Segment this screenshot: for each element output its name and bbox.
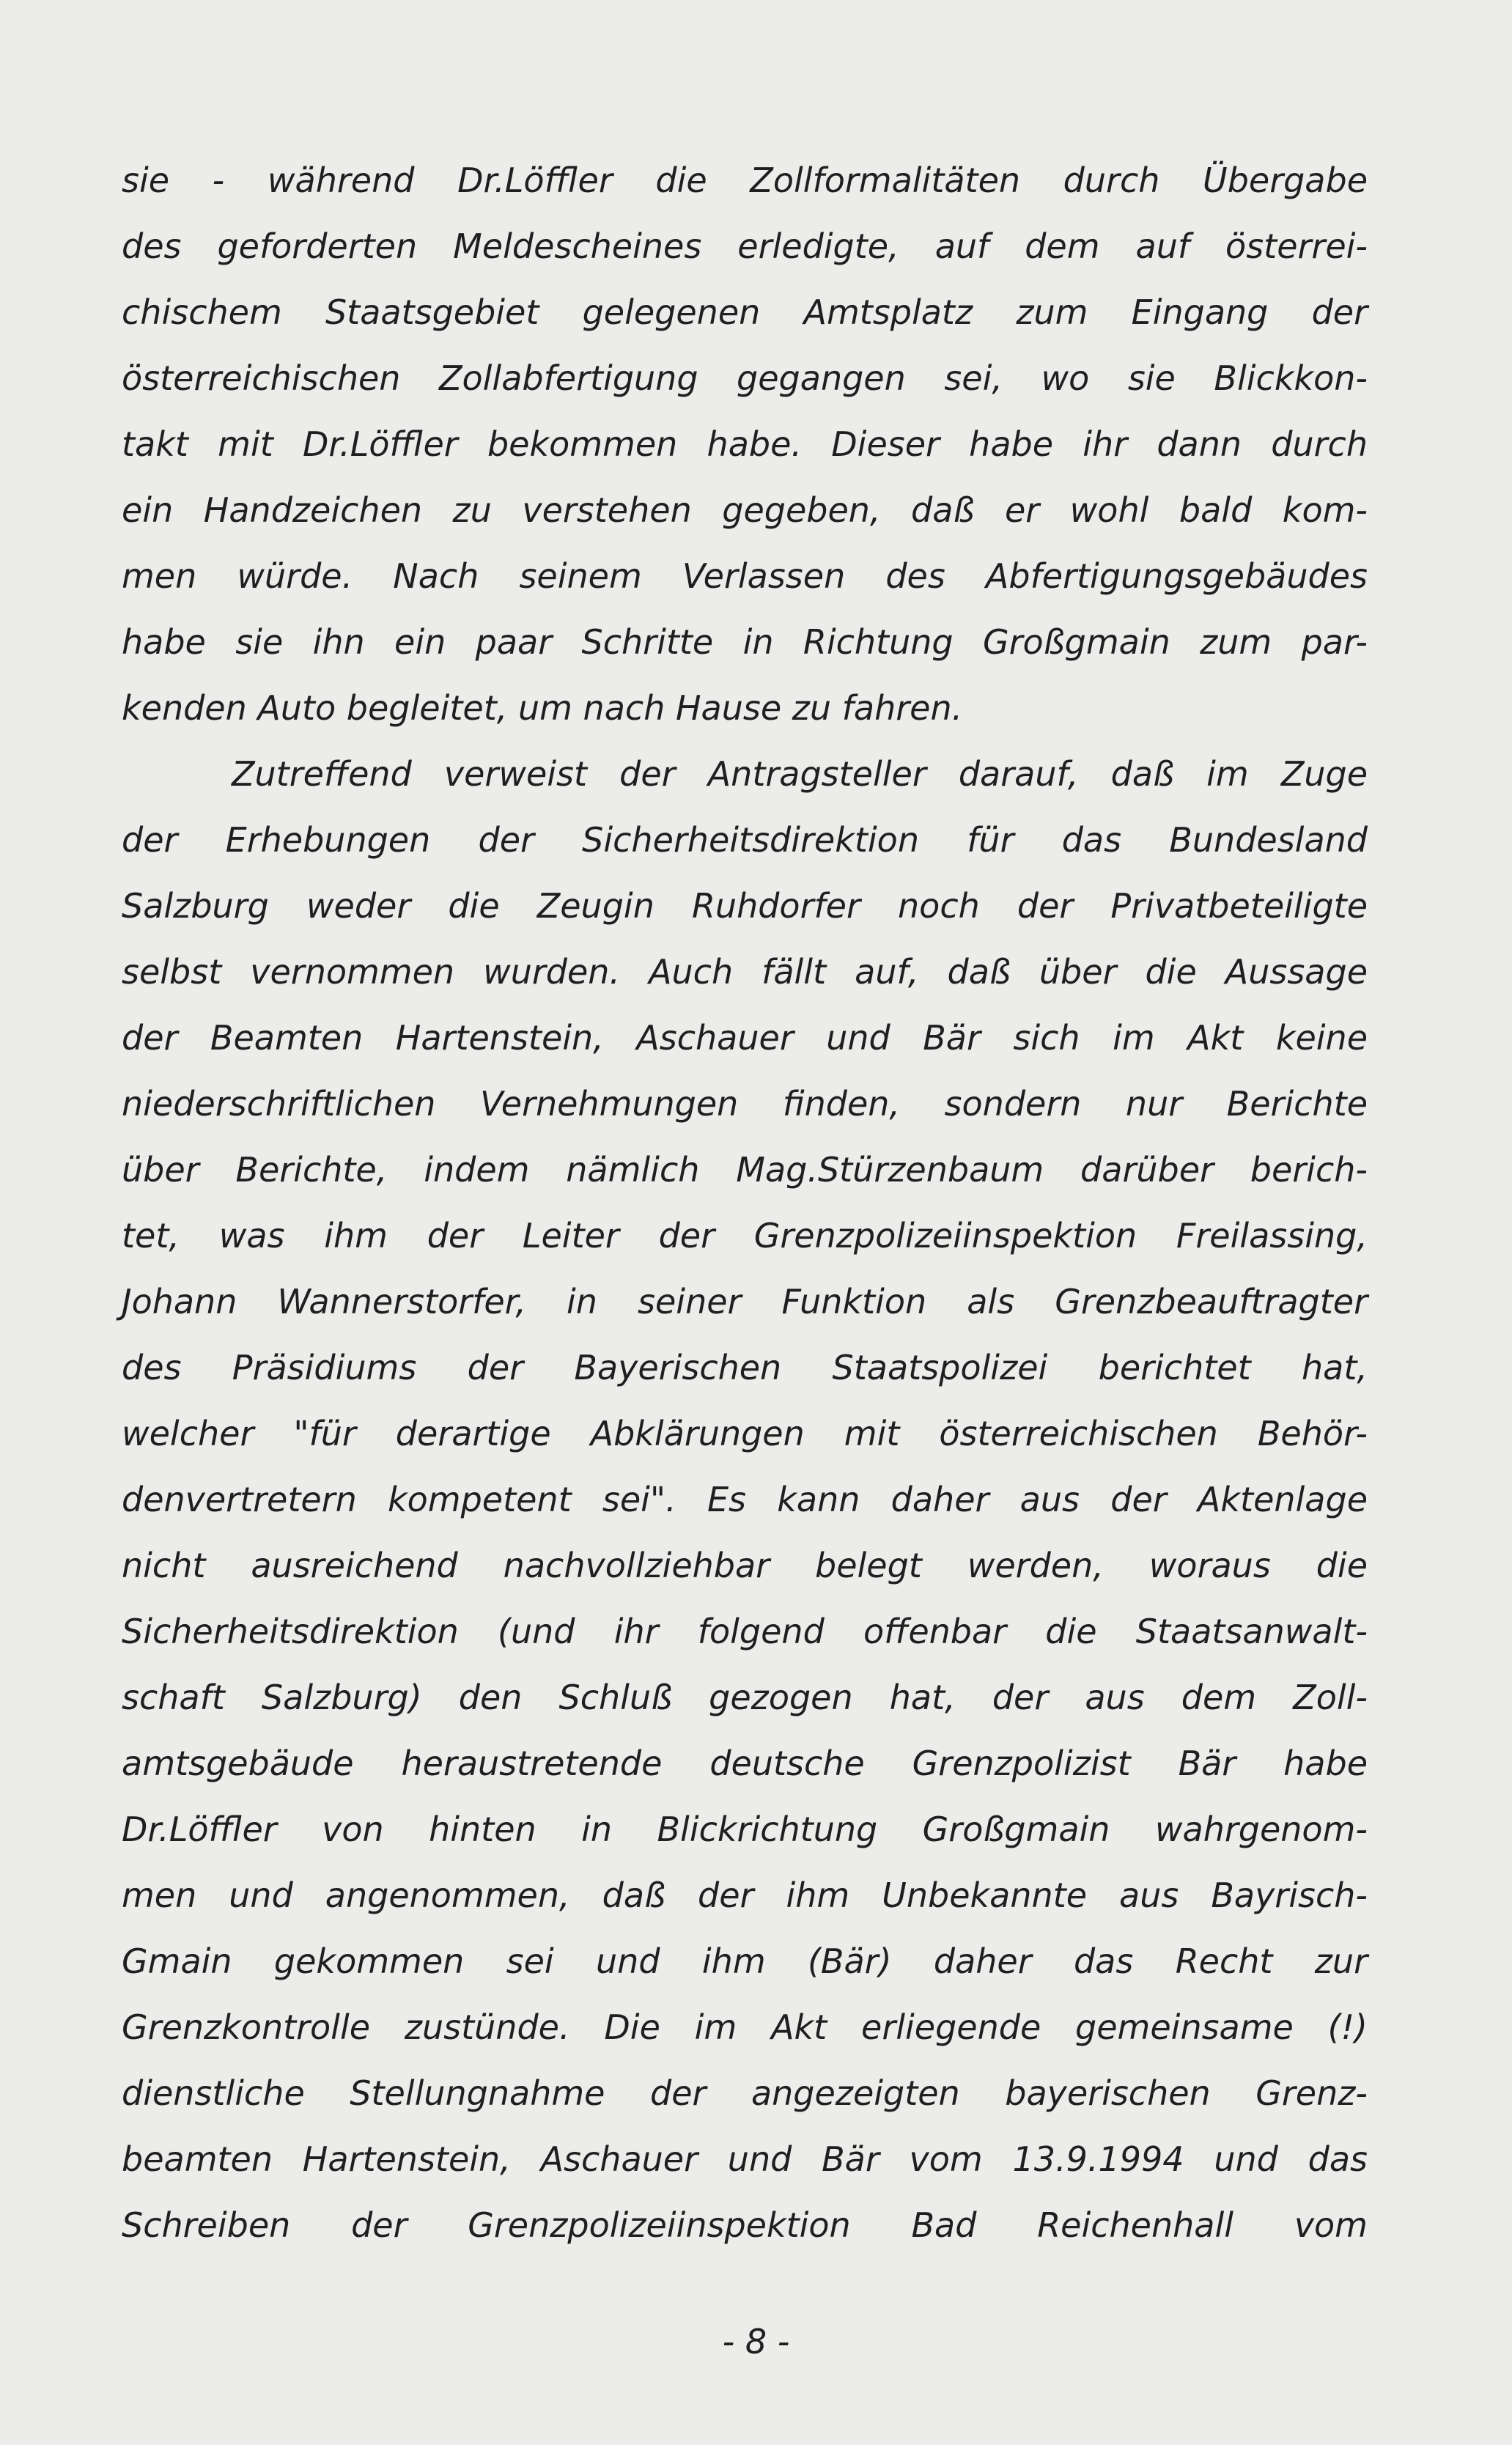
text-line: amtsgebäude heraustretende deutsche Grenzpolizist Bär habe bbox=[122, 1744, 1368, 1783]
text-line: über Berichte, indem nämlich Mag.Stürzenbaum darüber berich- bbox=[122, 1150, 1368, 1190]
text-line: men und angenommen, daß der ihm Unbekannte aus Bayrisch- bbox=[122, 1876, 1368, 1915]
text-line: tet, was ihm der Leiter der Grenzpolizeiinspektion Freilassing, bbox=[122, 1216, 1368, 1255]
text-line: des geforderten Meldescheines erledigte, auf dem auf österrei- bbox=[122, 226, 1368, 266]
text-line: Grenzkontrolle zustünde. Die im Akt erliegende gemeinsame (!) bbox=[122, 2007, 1368, 2047]
text-line: niederschriftlichen Vernehmungen finden, sondern nur Berichte bbox=[122, 1084, 1368, 1124]
text-line: dienstliche Stellungnahme der angezeigten bayerischen Grenz- bbox=[122, 2073, 1368, 2113]
text-line: ein Handzeichen zu verstehen gegeben, daß er wohl bald kom- bbox=[122, 490, 1368, 530]
text-line: chischem Staatsgebiet gelegenen Amtsplatz zum Eingang der bbox=[122, 292, 1368, 332]
text-line: des Präsidiums der Bayerischen Staatspolizei berichtet hat, bbox=[122, 1348, 1368, 1387]
text-line: men würde. Nach seinem Verlassen des Abfertigungsgebäudes bbox=[122, 556, 1368, 596]
text-line: Sicherheitsdirektion (und ihr folgend offenbar die Staatsanwalt- bbox=[122, 1612, 1368, 1651]
text-line: Gmain gekommen sei und ihm (Bär) daher das Recht zur bbox=[122, 1941, 1368, 1981]
page-number: - 8 - bbox=[722, 2322, 790, 2361]
text-line: denvertretern kompetent sei". Es kann daher aus der Aktenlage bbox=[122, 1480, 1368, 1519]
text-line: der Erhebungen der Sicherheitsdirektion für das Bundesland bbox=[122, 820, 1368, 860]
text-line: österreichischen Zollabfertigung gegangen sei, wo sie Blickkon- bbox=[122, 358, 1368, 398]
body-text bbox=[122, 157, 1368, 2268]
text-line: welcher "für derartige Abklärungen mit österreichischen Behör- bbox=[122, 1414, 1368, 1453]
text-line: sie - während Dr.Löffler die Zollformalitäten durch Übergabe bbox=[122, 161, 1368, 200]
text-line: selbst vernommen wurden. Auch fällt auf, daß über die Aussage bbox=[122, 952, 1368, 992]
text-line: nicht ausreichend nachvollziehbar belegt werden, woraus die bbox=[122, 1546, 1368, 1585]
text-line: habe sie ihn ein paar Schritte in Richtung Großgmain zum par- bbox=[122, 622, 1368, 662]
text-line: Zutreffend verweist der Antragsteller darauf, daß im Zuge bbox=[232, 754, 1368, 794]
text-line: Dr.Löffler von hinten in Blickrichtung Großgmain wahrgenom- bbox=[122, 1810, 1368, 1849]
text-line: der Beamten Hartenstein, Aschauer und Bär sich im Akt keine bbox=[122, 1018, 1368, 1058]
text-line: Schreiben der Grenzpolizeiinspektion Bad Reichenhall vom bbox=[122, 2205, 1368, 2245]
text-line: Salzburg weder die Zeugin Ruhdorfer noch der Privatbeteiligte bbox=[122, 886, 1368, 926]
text-line: schaft Salzburg) den Schluß gezogen hat, der aus dem Zoll- bbox=[122, 1678, 1368, 1717]
text-line: takt mit Dr.Löffler bekommen habe. Dieser habe ihr dann durch bbox=[122, 424, 1368, 464]
text-line: Johann Wannerstorfer, in seiner Funktion als Grenzbeauftragter bbox=[122, 1282, 1368, 1321]
text-line: kenden Auto begleitet, um nach Hause zu fahren. bbox=[122, 688, 963, 728]
text-line: beamten Hartenstein, Aschauer und Bär vom 13.9.1994 und das bbox=[122, 2139, 1368, 2179]
